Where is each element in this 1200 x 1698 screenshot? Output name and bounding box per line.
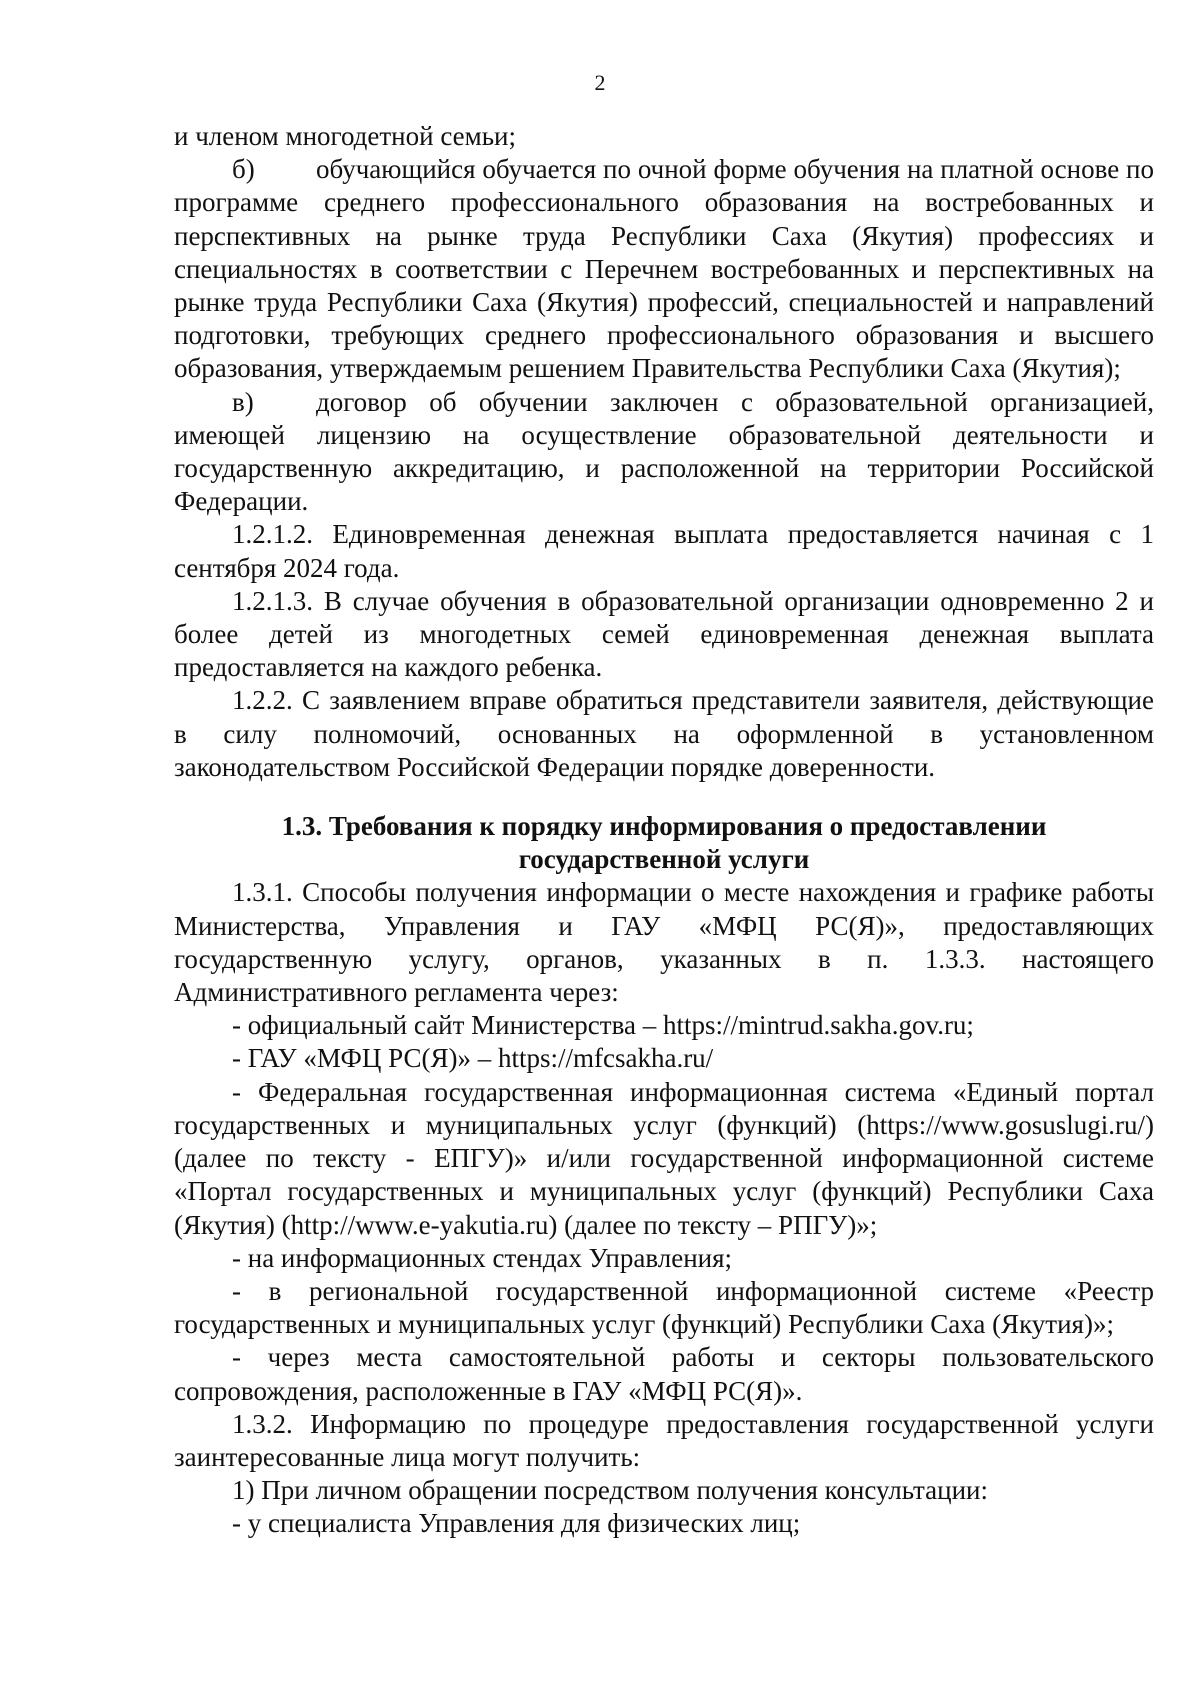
list-item: - в региональной государственной информационной системе «Реестр государственных и муниципальных услуг (функций) Республики Саха (Якутия)»; (174, 1275, 1154, 1340)
list-item: 1) При личном обращении посредством получения консультации: (232, 1475, 988, 1506)
list-item: - официальный сайт Министерства – https://mintrud.sakha.gov.ru; (232, 1010, 974, 1041)
list-item: - ГАУ «МФЦ РС(Я)» – https://mfcsakha.ru/ (232, 1043, 714, 1074)
list-item: - на информационных стендах Управления; (232, 1242, 733, 1273)
page-number: 2 (594, 70, 606, 95)
section-heading: 1.3. Требования к порядку информирования о предоставлении государственной услуги (281, 811, 1047, 875)
list-item: - через места самостоятельной работы и секторы пользовательского сопровождения, расположенные в ГАУ «МФЦ РС(Я)». (174, 1342, 1154, 1406)
paragraph: и членом многодетной семьи; (174, 121, 516, 151)
paragraph-1-2-1-3: 1.2.1.3. В случае обучения в образовательной организации одновременно 2 и более детей из многодетных семей единовременная денежная выплата предоставляется на каждого ребенка. (174, 585, 1154, 683)
list-marker: в) (232, 386, 254, 417)
paragraph-1-3-2: 1.3.2. Информацию по процедуре предоставления государственной услуги заинтересованные лица могут получить: (174, 1408, 1154, 1472)
list-item-text: договор об обучении заключен с образовательной организацией, имеющей лицензию на осуществление образовательной деятельности и государственную аккредитацию, и расположенной на территории Российской Федерации. (174, 386, 1154, 517)
list-item: - Федеральная государственная информационная система «Единый портал государственных и муниципальных услуг (функций) (https://www.gosuslugi.ru/) (далее по тексту - ЕПГУ)» и/или государственной информационной системе «Портал государственных и муниципальных услуг (функций) Республики Саха (Якутия) (http://www.e-yakutia.ru) (далее по тексту – РПГУ)»; (174, 1076, 1154, 1240)
list-item-text: обучающийся обучается по очной форме обучения на платной основе по программе среднего профессионального образования на востребованных и перспективных на рынке труда Республики Саха (Якутия) профессиях и специальностях в соответствии с Перечнем востребованных и перспективных на рынке труда Республики Саха (Якутия) профессий, специальностей и направлений подготовки, требующих среднего профессионального образования и высшего образования, утверждаемым решением Правительства Республики Саха (Якутия); (174, 154, 1154, 384)
list-item-b (174, 153, 1154, 385)
document-body (174, 120, 1154, 1541)
list-item: - у специалиста Управления для физических лиц; (232, 1508, 801, 1539)
list-item-v (174, 386, 1154, 519)
paragraph-1-3-1: 1.3.1. Способы получения информации о месте нахождения и графике работы Министерства, Управления и ГАУ «МФЦ РС(Я)», предоставляющих государственную услугу, органов, указанных в п. 1.3.3. настоящего Административного регламента через: (174, 877, 1154, 1008)
paragraph-1-2-2: 1.2.2. С заявлением вправе обратиться представители заявителя, действующие в силу полномочий, основанных на оформленной в установленном законодательством Российской Федерации порядке доверенности. (174, 685, 1154, 782)
paragraph-1-2-1-2: 1.2.1.2. Единовременная денежная выплата предоставляется начиная с 1 сентября 2024 года. (174, 519, 1154, 583)
list-marker: б) (232, 154, 255, 185)
